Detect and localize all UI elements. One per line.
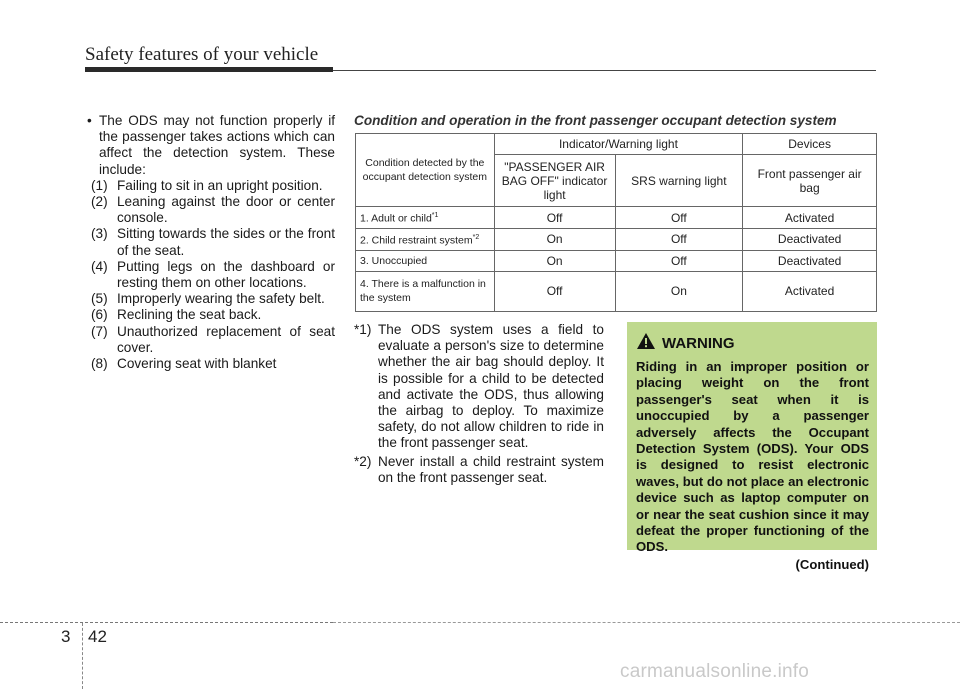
list-item: (7) Unauthorized replacement of seat cover. xyxy=(91,323,335,355)
bullet-icon: • xyxy=(87,113,92,128)
page-divider xyxy=(82,623,83,689)
warning-text: Riding in an improper position or placing weight on the front passenger's seat when it is unoccupied by a passenger adversely affects the Occupant Detection System (ODS). Your ODS is designed to resist electronic waves, but do not place an electronic device such as laptop computer on or near the seat cushion since it may defeat the proper functioning of the ODS. xyxy=(636,359,869,555)
header-rule-thin xyxy=(333,70,876,71)
watermark: carmanualsonline.info xyxy=(620,661,810,682)
header-front-passenger-airbag: Front passenger air bag xyxy=(743,155,877,207)
list-item: (3) Sitting towards the sides or the front of the seat. xyxy=(91,226,335,258)
chapter-number: 3 xyxy=(61,627,71,646)
continued-label: (Continued) xyxy=(795,556,869,572)
footnote-1: *1) The ODS system uses a field to evaluate a person's size to determine whether the air bag should deploy. It is possible for a child to be detected and activate the ODS, thus allowing the airbag to deploy. To maximize safety, do not allow children to ride in the front passenger seat. xyxy=(354,322,604,451)
header-indicator-group: Indicator/Warning light xyxy=(494,134,743,155)
footer-rule xyxy=(0,622,333,624)
warning-triangle-icon xyxy=(636,332,656,355)
intro-paragraph xyxy=(85,113,335,178)
warning-title: WARNING xyxy=(662,335,735,352)
ods-condition-table xyxy=(355,133,877,312)
header-srs-light: SRS warning light xyxy=(615,155,743,207)
list-item: (6) Reclining the seat back. xyxy=(91,307,262,323)
warning-heading xyxy=(636,332,869,355)
header-devices-group: Devices xyxy=(743,134,877,155)
footer-rule-thin xyxy=(333,622,960,624)
table-row: 4. There is a malfunction in the system Off On Activated xyxy=(356,271,877,311)
left-column xyxy=(85,113,335,372)
intro-text: The ODS may not function properly if the passenger takes actions which can affect the detection system. These include: xyxy=(99,113,335,177)
list-item: (5) Improperly wearing the safety belt. xyxy=(91,291,325,307)
header-pab-indicator: "PASSENGER AIR BAG OFF" indicator light xyxy=(494,155,615,207)
condition-list xyxy=(85,178,335,372)
header-rule xyxy=(85,67,333,72)
table-row: 3. Unoccupied On Off Deactivated xyxy=(356,250,877,271)
list-item: (1) Failing to sit in an upright position. xyxy=(91,177,323,193)
page-header-title: Safety features of your vehicle xyxy=(85,44,319,65)
warning-box xyxy=(627,322,877,572)
list-item: (4) Putting legs on the dashboard or resting them on other locations. xyxy=(91,258,335,291)
list-item: (2) Leaning against the door or center console. xyxy=(91,194,335,226)
footnote-2: *2) Never install a child restraint system on the front passenger seat. xyxy=(354,453,604,485)
table-row: 1. Adult or child$^{*1}$ Off Off Activated xyxy=(356,207,877,229)
footnotes xyxy=(354,322,604,486)
table-row: 2. Child restraint system$^{*2}$ On Off Deactivated xyxy=(356,229,877,251)
list-item: (8) Covering seat with blanket xyxy=(91,356,277,372)
page-number: 42 xyxy=(88,627,107,646)
header-condition: Condition detected by the occupant detection system xyxy=(356,134,495,207)
section-title: Condition and operation in the front passenger occupant detection system xyxy=(354,113,837,128)
